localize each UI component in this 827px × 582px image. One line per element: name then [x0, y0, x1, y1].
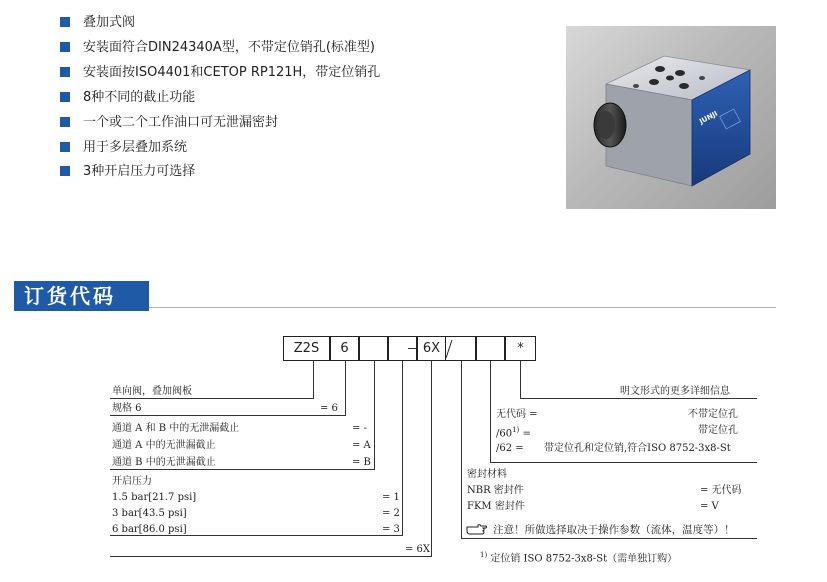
feature-item: 安装面符合DIN24340A型，不带定位销孔(标准型)	[60, 38, 375, 58]
feature-item: 安装面按ISO4401和CETOP RP121H，带定位销孔	[60, 63, 380, 83]
pin-value: 带定位孔和定位销,符合ISO 8752-3x8-St	[544, 443, 731, 454]
type-label: 单向阀，叠加阀板	[112, 386, 192, 397]
feature-item: 叠加式阀	[60, 13, 135, 33]
pin-label: $/60^{1)}$ =	[496, 426, 531, 440]
feature-item: 一个或二个工作油口可无泄漏密封	[60, 113, 278, 133]
seal-label: NBR 密封件	[467, 485, 524, 496]
brand-logo: JUNJI	[698, 109, 720, 126]
note-text: 注意！所做选择取决于操作参数（流体，温度等）！	[493, 524, 735, 536]
code-box-seal	[476, 336, 505, 361]
cracking-code: = 3	[382, 524, 400, 535]
cracking-label: 6 bar[86.0 psi]	[112, 524, 187, 535]
size-label: 规格 6	[112, 403, 142, 414]
bullet-square-icon	[60, 142, 70, 152]
cracking-code: = 2	[382, 508, 400, 519]
code-box-details: *	[505, 336, 536, 361]
pin-label: /62 =	[496, 443, 524, 454]
pin-value: 带定位孔	[698, 425, 738, 436]
series-code: = 6X	[405, 544, 431, 555]
note-row	[466, 518, 735, 539]
feature-item: 8种不同的截止功能	[60, 88, 195, 108]
pin-value: 不带定位孔	[688, 409, 738, 420]
pin-label: 无代码 =	[496, 409, 538, 420]
feature-item: 用于多层叠加系统	[60, 138, 187, 158]
shutoff-code: = -	[352, 423, 367, 434]
cracking-title: 开启压力	[112, 476, 152, 487]
shutoff-label: 通道 B 中的无泄漏截止	[112, 457, 216, 468]
shutoff-label: 通道 A 和 B 中的无泄漏截止	[112, 423, 240, 434]
bullet-square-icon	[60, 17, 70, 27]
code-dash	[408, 348, 416, 349]
feature-item: 3种开启压力可选择	[60, 162, 195, 182]
cracking-label: 3 bar[43.5 psi]	[112, 508, 187, 519]
pointing-hand-icon	[466, 520, 488, 539]
bullet-square-icon	[60, 67, 70, 77]
shutoff-code: = B	[352, 457, 371, 468]
valve-illustration	[566, 26, 776, 209]
footnote: $^{1)}$ 定位销 ISO 8752-3x8-St（需单独订购）	[480, 551, 678, 565]
code-slash	[444, 339, 454, 359]
seal-value: = V	[700, 501, 719, 512]
cracking-label: 1.5 bar[21.7 psi]	[112, 492, 197, 503]
cracking-code: = 1	[382, 492, 400, 503]
code-box-series: 6X	[417, 336, 446, 361]
section-title: 订货代码	[14, 281, 149, 311]
more-info-label: 明文形式的更多详细信息	[620, 386, 730, 397]
shutoff-code: = A	[352, 440, 371, 451]
seal-value: = 无代码	[700, 485, 742, 496]
product-photo	[566, 26, 776, 209]
code-box-shutoff	[359, 336, 388, 361]
bullet-square-icon	[60, 92, 70, 102]
seal-label: FKM 密封件	[467, 501, 525, 512]
seal-title: 密封材料	[467, 469, 507, 480]
shutoff-label: 通道 A 中的无泄漏截止	[112, 440, 216, 451]
code-box-size: 6	[330, 336, 359, 361]
bullet-square-icon	[60, 117, 70, 127]
size-code: = 6	[320, 403, 338, 414]
bullet-square-icon	[60, 166, 70, 176]
code-box-type: Z2S	[283, 336, 330, 361]
bullet-square-icon	[60, 42, 70, 52]
heading-divider	[149, 307, 776, 308]
